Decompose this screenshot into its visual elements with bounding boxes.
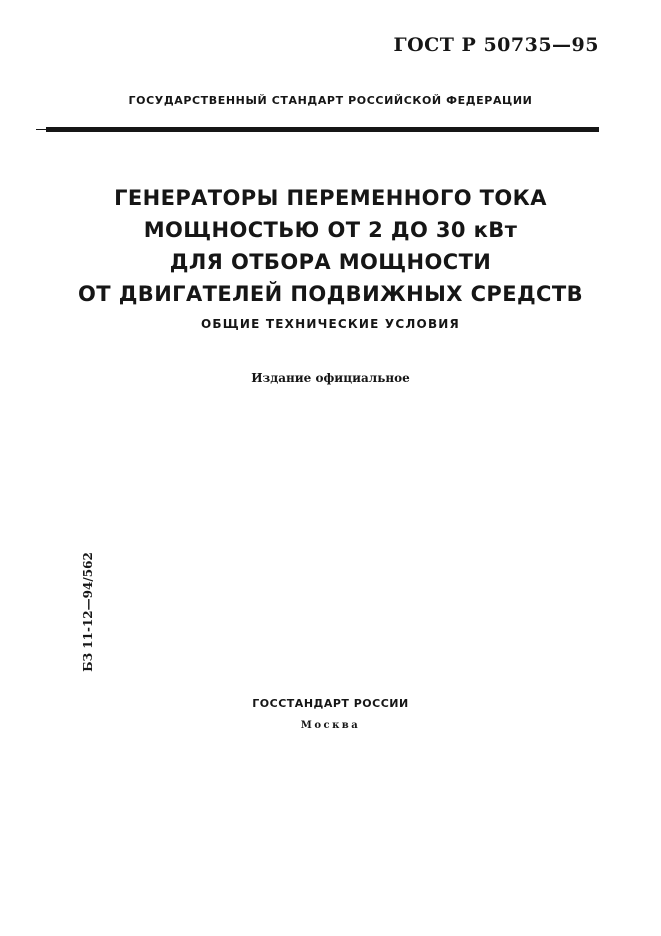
document-number: ГОСТ Р 50735—95 — [393, 34, 599, 56]
edition-note: Издание официальное — [251, 371, 410, 385]
header-rule — [46, 127, 599, 132]
publisher-city: Москва — [300, 720, 361, 731]
title-line-3: ДЛЯ ОТБОРА МОЩНОСТИ — [169, 250, 492, 274]
organization-header: ГОСУДАРСТВЕННЫЙ СТАНДАРТ РОССИЙСКОЙ ФЕДЕРАЦИИ — [128, 94, 533, 107]
side-catalog-code: БЗ 11-12—94/562 — [81, 552, 95, 672]
title-line-2: МОЩНОСТЬЮ ОТ 2 ДО 30 кВт — [143, 218, 518, 242]
title-line-1: ГЕНЕРАТОРЫ ПЕРЕМЕННОГО ТОКА — [114, 186, 547, 210]
publisher-name: ГОССТАНДАРТ РОССИИ — [252, 697, 409, 710]
title-line-4: ОТ ДВИГАТЕЛЕЙ ПОДВИЖНЫХ СРЕДСТВ — [78, 282, 583, 306]
document-subtitle: ОБЩИЕ ТЕХНИЧЕСКИЕ УСЛОВИЯ — [201, 317, 460, 331]
document-title — [0, 182, 661, 310]
